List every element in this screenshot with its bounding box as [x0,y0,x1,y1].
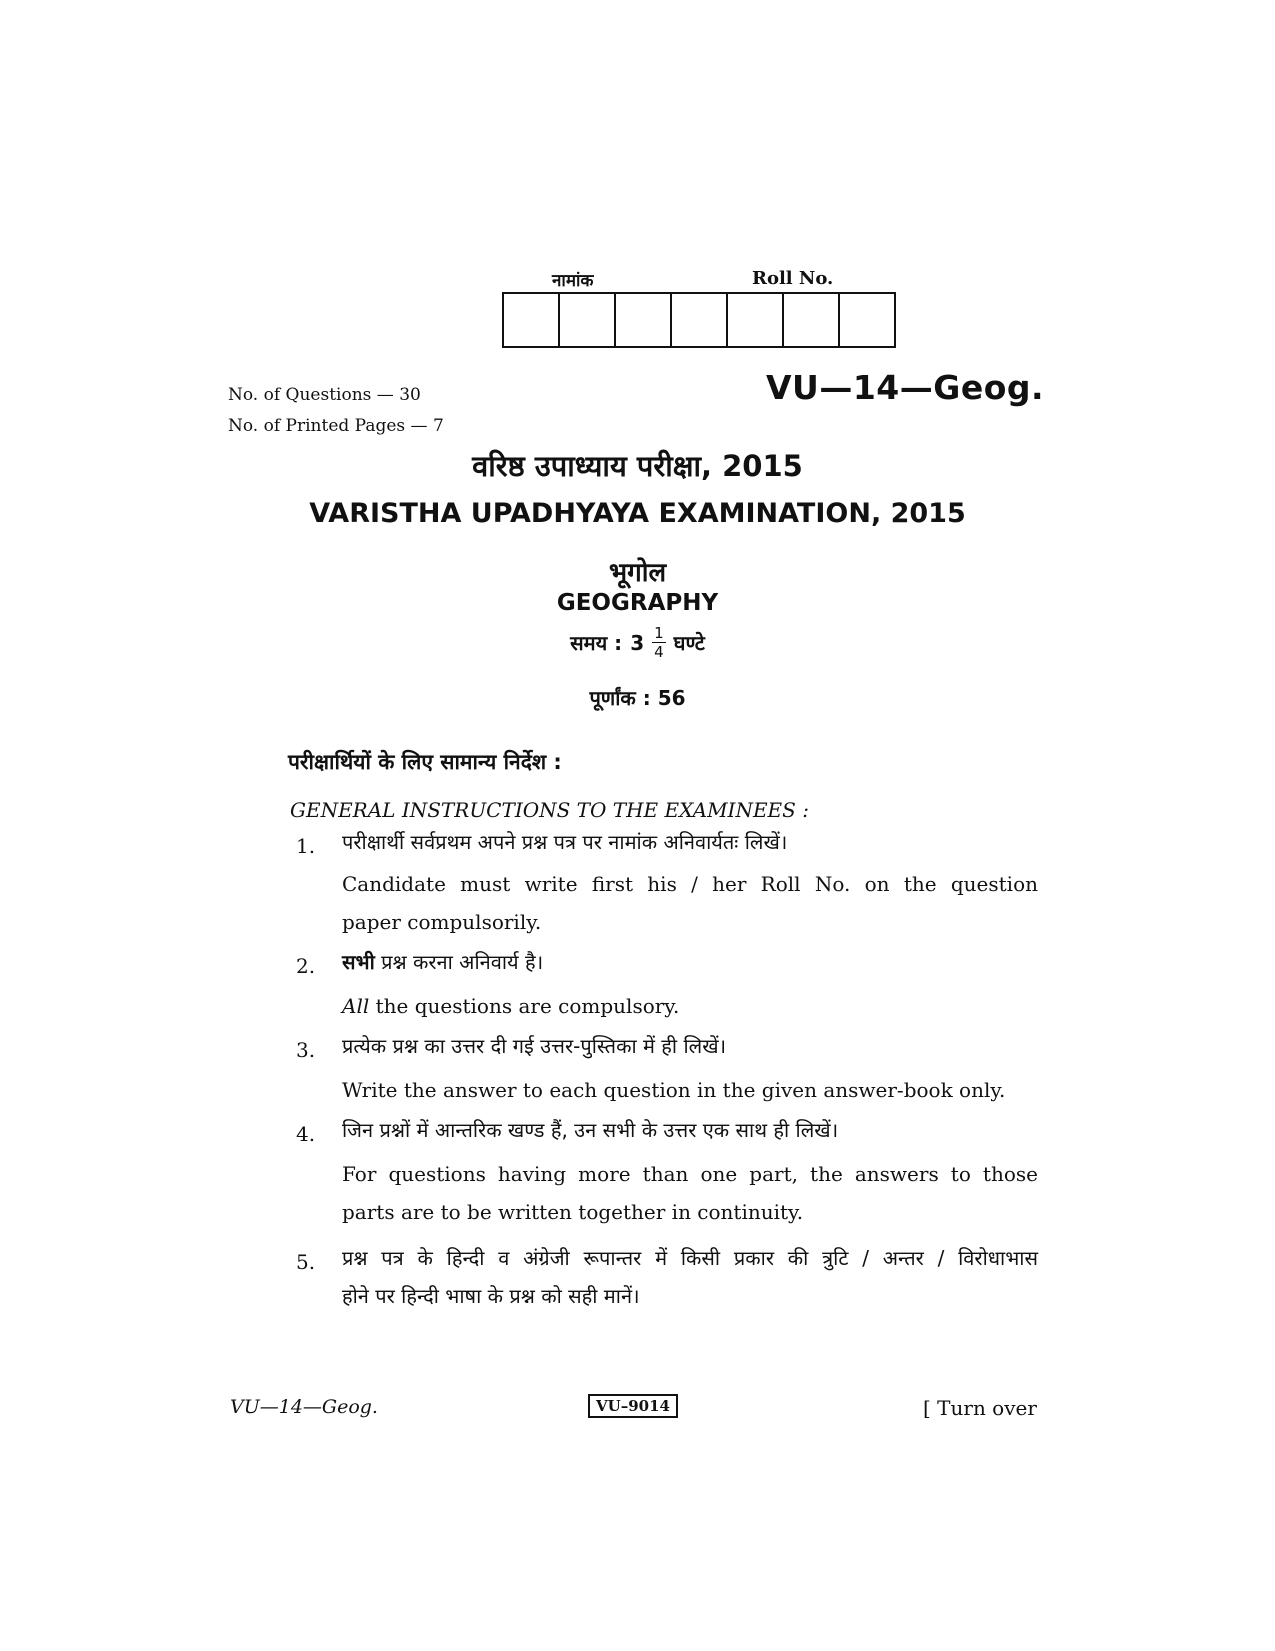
footer-paper-code: VU—14—Geog. [230,1396,378,1418]
roll-number-box[interactable] [504,294,560,346]
instruction-text-hindi: जिन प्रश्नों में आन्तरिक खण्ड हैं, उन सभी के उत्तर एक साथ ही लिखें। [342,1118,839,1142]
exam-title-hindi: वरिष्ठ उपाध्याय परीक्षा, 2015 [472,449,803,483]
instruction-text: For questions having more than one part, the answers to those [342,1162,1038,1186]
roll-number-box[interactable] [616,294,672,346]
instruction-text-hindi [342,948,543,975]
instruction-text: paper compulsorily. [342,910,542,934]
instruction-number: 4. [296,1122,316,1146]
roll-number-label: Roll No. [752,268,834,289]
instruction-text-hindi: प्रत्येक प्रश्न का उत्तर दी गई उत्तर-पुस्तिका में ही लिखें। [342,1034,727,1058]
printed-pages-count: No. of Printed Pages — 7 [228,416,444,436]
footer-series-code: VU–9014 [588,1394,678,1418]
turn-over-note: [ Turn over [923,1396,1037,1420]
instruction-emphasis: All [342,994,370,1018]
instruction-number: 5. [296,1250,316,1274]
instruction-text-hindi: परीक्षार्थी सर्वप्रथम अपने प्रश्न पत्र पर नामांक अनिवार्यतः लिखें। [342,830,788,854]
subject: GEOGRAPHY [556,590,719,616]
time-unit: घण्टे [673,631,705,655]
time-allowed [0,624,1275,661]
instruction-number: 1. [296,834,316,858]
roll-number-label-hindi: नामांक [552,271,594,291]
time-fraction [652,624,666,661]
roll-number-box[interactable] [728,294,784,346]
instructions-heading-hindi: परीक्षार्थियों के लिए सामान्य निर्देश : [288,750,562,774]
instruction-number: 3. [296,1038,316,1062]
instruction-emphasis: सभी [342,950,375,974]
time-whole: 3 [630,630,645,655]
time-fraction-numerator: 1 [654,624,664,642]
instructions-heading: GENERAL INSTRUCTIONS TO THE EXAMINEES : [290,798,809,822]
roll-number-box[interactable] [784,294,840,346]
instruction-text-hindi-rest: प्रश्न करना अनिवार्य है। [374,950,544,974]
roll-number-box[interactable] [560,294,616,346]
roll-number-boxes[interactable] [502,292,896,348]
instruction-number: 2. [296,954,316,978]
paper-code: VU—14—Geog. [766,368,1045,407]
instruction-text-hindi: प्रश्न पत्र के हिन्दी व अंग्रेजी रूपान्तर में किसी प्रकार की त्रुटि / अन्तर / विरोधाभास [342,1246,1038,1270]
roll-number-box[interactable] [672,294,728,346]
max-marks: पूर्णांक : 56 [589,686,686,710]
instruction-text: Candidate must write first his / her Roll No. on the question [342,872,1038,896]
time-fraction-denominator: 4 [654,643,664,661]
exam-title: VARISTHA UPADHYAYA EXAMINATION, 2015 [309,498,966,529]
instruction-text: parts are to be written together in continuity. [342,1200,804,1224]
time-label: समय : [570,631,623,655]
instruction-text-rest: the questions are compulsory. [369,994,680,1018]
instruction-text: Write the answer to each question in the given answer-book only. [342,1078,1006,1102]
subject-hindi: भूगोल [608,558,667,588]
instruction-text-hindi: होने पर हिन्दी भाषा के प्रश्न को सही मानें। [342,1284,640,1308]
questions-count: No. of Questions — 30 [228,385,421,405]
roll-number-box[interactable] [840,294,894,346]
instruction-text [342,994,679,1018]
